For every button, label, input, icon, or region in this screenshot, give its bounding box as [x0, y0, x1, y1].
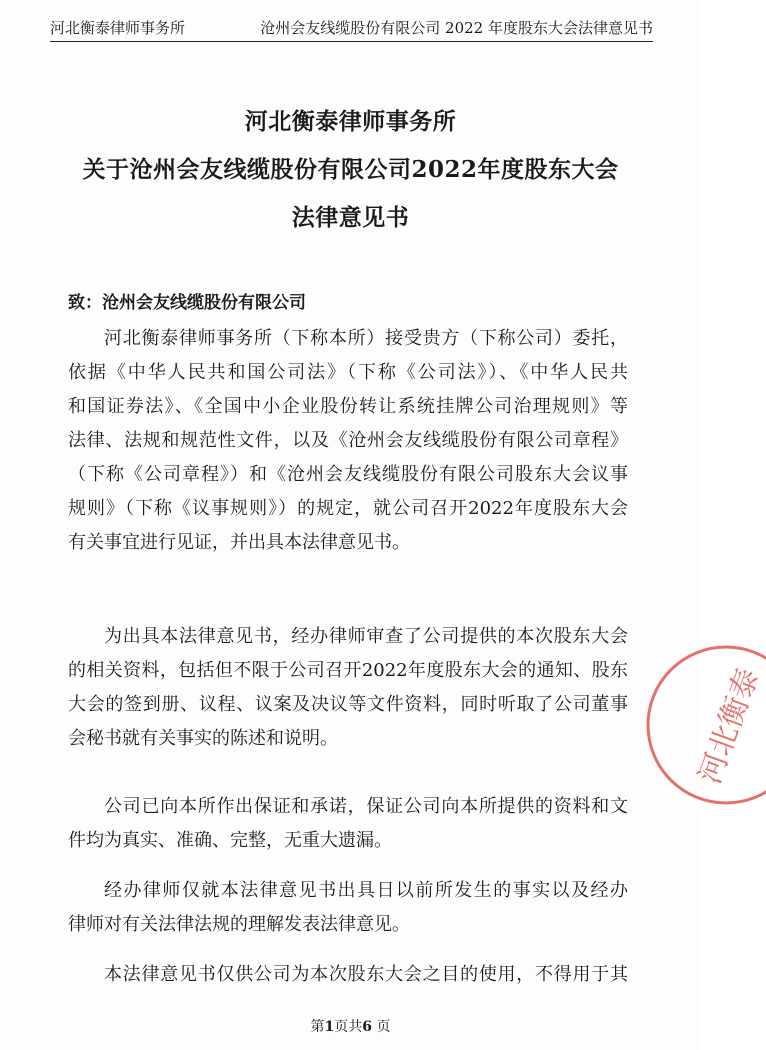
- title-line-2: 关于沧州会友线缆股份有限公司2022年度股东大会: [82, 156, 619, 183]
- text-line: 会秘书就有关事实的陈述和说明。: [68, 728, 338, 749]
- text-line: （下称《公司章程》）和《沧州会友线缆股份有限公司股东大会议事: [68, 464, 628, 485]
- svg-text:河北衡泰: 河北衡泰: [692, 663, 766, 789]
- footer-prefix: 第: [310, 1019, 325, 1035]
- text-line: 公司已向本所作出保证和承诺，保证公司向本所提供的资料和文: [104, 796, 628, 817]
- paragraph-2: [68, 620, 628, 756]
- text-line: 河北衡泰律师事务所（下称本所）接受贵方（下称公司）委托，: [104, 328, 628, 349]
- header-firm-name: 河北衡泰律师事务所: [50, 19, 186, 37]
- text-line: 的相关资料，包括但不限于公司召开2022年度股东大会的通知、股东: [68, 660, 628, 681]
- text-line: 律师对有关法律法规的理解发表法律意见。: [68, 914, 410, 935]
- text-line: 规则》（下称《议事规则》）的规定，就公司召开2022年度股东大会: [68, 498, 628, 519]
- paragraph-4: [68, 874, 628, 942]
- footer-total-pages: 6: [362, 1019, 373, 1035]
- text-line: 经办律师仅就本法律意见书出具日以前所发生的事实以及经办: [104, 880, 628, 901]
- paragraph-3: [68, 790, 628, 858]
- footer-suffix: 页: [372, 1019, 391, 1035]
- footer-page-number: 1: [324, 1019, 335, 1035]
- text-line: 本法律意见书仅供公司为本次股东大会之目的使用，不得用于其: [104, 964, 628, 985]
- text-line: 法律、法规和规范性文件，以及《沧州会友线缆股份有限公司章程》: [68, 430, 628, 451]
- text-line: 有关事宜进行见证，并出具本法律意见书。: [68, 532, 410, 553]
- seal-stamp-icon: [636, 640, 766, 810]
- header-document-title: 沧州会友线缆股份有限公司 2022 年度股东大会法律意见书: [260, 19, 653, 37]
- paragraph-1: [68, 322, 628, 560]
- addressee: 致：沧州会友线缆股份有限公司: [68, 293, 306, 313]
- title-line-3: 法律意见书: [291, 204, 410, 231]
- text-line: 大会的签到册、议程、议案及决议等文件资料，同时听取了公司董事: [68, 694, 628, 715]
- title-line-1: 河北衡泰律师事务所: [244, 108, 457, 135]
- text-line: 和国证券法》、《全国中小企业股份转让系统挂牌公司治理规则》等: [68, 396, 628, 417]
- page-footer: [0, 1016, 701, 1036]
- footer-mid: 页共: [334, 1019, 363, 1035]
- paragraph-5: [68, 958, 628, 992]
- text-line: 为出具本法律意见书，经办律师审查了公司提供的本次股东大会: [104, 626, 628, 647]
- text-line: 依据《中华人民共和国公司法》（下称《公司法》）、《中华人民共: [68, 362, 628, 383]
- running-header: [50, 16, 653, 42]
- text-line: 件均为真实、准确、完整，无重大遗漏。: [68, 830, 392, 851]
